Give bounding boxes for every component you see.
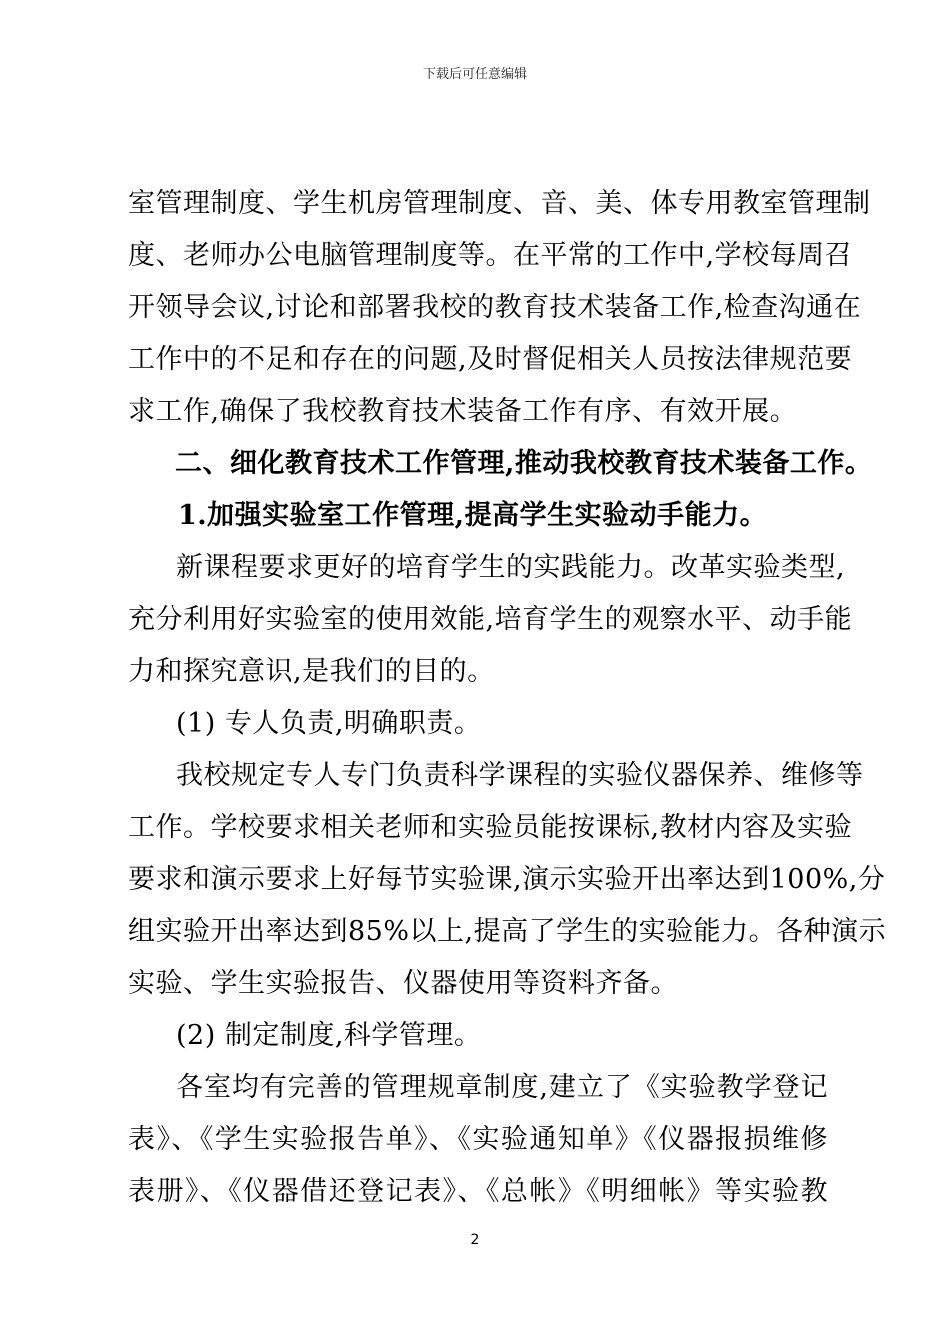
body-line: 力和探究意识,是我们的目的。 bbox=[128, 656, 495, 687]
body-line: 工作中的不足和存在的问题,及时督促相关人员按法律规范要 bbox=[128, 344, 853, 375]
body-line: 我校规定专人专门负责科学课程的实验仪器保养、维修等 bbox=[176, 760, 864, 791]
item-heading: (2) 制定制度,科学管理。 bbox=[176, 1020, 482, 1051]
body-line: 求工作,确保了我校教育技术装备工作有序、有效开展。 bbox=[128, 396, 798, 427]
body-line: 新课程要求更好的培育学生的实践能力。改革实验类型, bbox=[176, 552, 846, 583]
section-heading: 二、细化教育技术工作管理,推动我校教育技术装备工作。 bbox=[175, 448, 873, 479]
body-line: 各室均有完善的管理规章制度,建立了《实验教学登记 bbox=[176, 1072, 828, 1103]
item-heading: (1) 专人负责,明确职责。 bbox=[176, 708, 482, 739]
body-line: 充分利用好实验室的使用效能,培育学生的观察水平、动手能 bbox=[128, 604, 853, 635]
body-line: 度、老师办公电脑管理制度等。在平常的工作中,学校每周召 bbox=[128, 240, 853, 271]
body-line: 工作。学校要求相关老师和实验员能按课标,教材内容及实验 bbox=[128, 812, 853, 843]
body-line: 组实验开出率达到85%以上,提高了学生的实验能力。各种演示 bbox=[128, 916, 887, 947]
body-line: 表》、《学生实验报告单》、《实验通知单》《仪器报损维修 bbox=[128, 1124, 828, 1155]
page-header: 下载后可任意编辑 bbox=[422, 67, 527, 82]
body-line: 实验、学生实验报告、仪器使用等资料齐备。 bbox=[128, 968, 678, 999]
body-line: 表册》、《仪器借还登记表》、《总帐》《明细帐》等实验教 bbox=[128, 1176, 828, 1207]
body-line: 要求和演示要求上好每节实验课,演示实验开出率达到100%,分 bbox=[128, 864, 886, 895]
body-line: 开领导会议,讨论和部署我校的教育技术装备工作,检查沟通在 bbox=[128, 292, 862, 323]
body-line: 室管理制度、学生机房管理制度、音、美、体专用教室管理制 bbox=[128, 188, 871, 219]
page-number: 2 bbox=[470, 1232, 480, 1248]
subsection-heading: 1.加强实验室工作管理,提高学生实验动手能力。 bbox=[178, 500, 768, 531]
